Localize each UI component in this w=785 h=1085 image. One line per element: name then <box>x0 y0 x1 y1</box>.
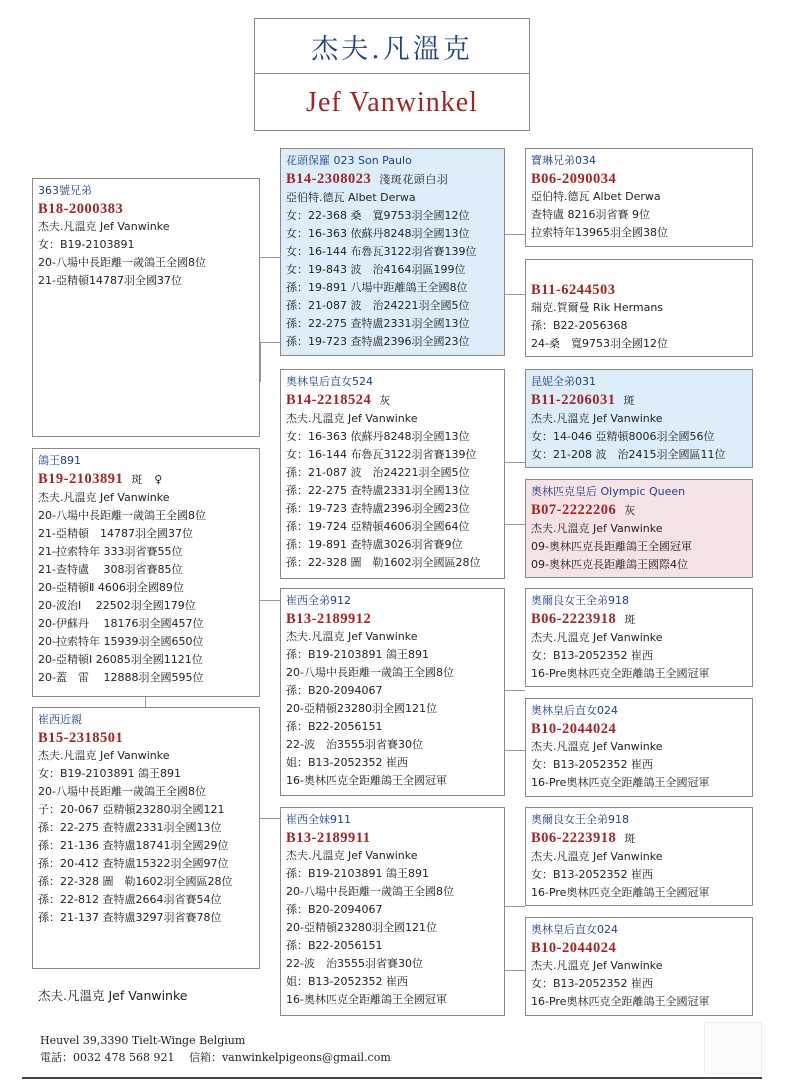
pedigree-line: 20-波治Ⅰ 22502羽全國179位 <box>38 599 196 612</box>
pedigree-line: 女：B13-2052352 崔西 <box>531 977 653 990</box>
card-header: 363號兄弟 <box>38 184 92 197</box>
card-header: 奧爾良女王全弟918 <box>531 813 629 826</box>
pedigree-line: 20-八場中長距離一歲鴿王全國8位 <box>286 885 454 898</box>
pedigree-line: 瑞克.賀爾曼 Rik Hermans <box>531 301 664 314</box>
pedigree-line: 20-拉索特年 15939羽全國650位 <box>38 635 204 648</box>
pedigree-line: 孫：21-087 波 治24221羽全國5位 <box>286 299 470 312</box>
connector-line <box>260 257 280 258</box>
connector-line <box>505 234 525 235</box>
pedigree-line: 孫：B22-2056151 <box>286 939 383 952</box>
pedigree-line: 拉索特年13965羽全國38位 <box>531 226 668 239</box>
connector-line <box>260 342 261 382</box>
pedigree-line: 孫：B19-2103891 鴿王891 <box>286 648 429 661</box>
pedigree-line: 孫：22-275 查特盧2331羽全國13位 <box>38 821 222 834</box>
sire-card <box>32 178 260 437</box>
connector-line <box>260 342 280 343</box>
sire-dam-card <box>280 369 505 579</box>
card-header: 鴿王891 <box>38 454 81 467</box>
color-sex-note: 斑 ♀ <box>131 473 163 486</box>
pedigree-line: 09-奧林匹克長距離鴿王國際4位 <box>531 558 688 571</box>
pedigree-line: 亞伯特.德瓦 Albet Derwa <box>531 190 661 203</box>
pedigree-line: 20-亞精頓Ⅰ 26085羽全國1121位 <box>38 653 203 666</box>
ring-number: B10-2044024 <box>531 721 617 737</box>
pedigree-line: 杰夫.凡溫克 Jef Vanwinke <box>286 630 418 643</box>
ring-number: B06-2223918 斑 <box>531 830 636 846</box>
pedigree-line: 20-亞精頓23280羽全國121位 <box>286 702 437 715</box>
sire-sire-card <box>280 148 505 356</box>
card-header: 奧爾良女王全弟918 <box>531 594 629 607</box>
ring-number: B06-2223918 斑 <box>531 611 636 627</box>
ring-number: B15-2318501 <box>38 730 124 746</box>
connector-line <box>505 524 525 525</box>
pedigree-line: 女：B19-2103891 <box>38 238 135 251</box>
pedigree-line: 21-拉索特年 333羽省賽55位 <box>38 545 183 558</box>
pedigree-line: 16-奧林匹克全距離鴿王全國冠軍 <box>286 774 447 787</box>
ring-number: B07-2222206 灰 <box>531 502 636 518</box>
color-note: 灰 <box>624 504 636 517</box>
ring-number: B06-2090034 <box>531 171 617 187</box>
owner-name-chinese: 杰夫.凡溫克 <box>255 19 529 74</box>
connector-line <box>145 697 146 707</box>
pedigree-line: 孫：22-275 查特盧2331羽全國13位 <box>286 484 470 497</box>
card-header: 奧林匹克皇后 Olympic Queen <box>531 485 686 498</box>
pedigree-line: 20-八場中長距離一歲鴿王全國8位 <box>38 509 206 522</box>
dam-dam-card <box>280 807 505 1016</box>
dam-sire-card <box>280 588 505 796</box>
pedigree-line: 孫：B22-2056368 <box>531 319 628 332</box>
pedigree-line: 孫：20-412 查特盧15322羽全國97位 <box>38 857 229 870</box>
connector-line <box>505 970 525 971</box>
pedigree-line: 孫：B20-2094067 <box>286 684 383 697</box>
pedigree-line: 女：19-843 波 治4164羽區199位 <box>286 263 466 276</box>
address-line: Heuvel 39,3390 Tielt-Winge Belgium <box>40 1034 246 1047</box>
card-header: 奧林皇后直女024 <box>531 704 618 717</box>
pedigree-line: 女：16-144 布魯瓦3122羽省賽139位 <box>286 245 477 258</box>
footer-divider <box>22 1077 762 1079</box>
sire-sire-sire-card <box>525 148 753 247</box>
pedigree-line: 杰夫.凡溫克 Jef Vanwinke <box>531 631 663 644</box>
pedigree-line: 20-八場中長距離一歲鴿王全國8位 <box>38 785 206 798</box>
pedigree-line: 子：20-067 亞精頓23280羽全國121 <box>38 803 225 816</box>
pedigree-line: 女：B13-2052352 崔西 <box>531 868 653 881</box>
color-note: 斑 <box>624 832 636 845</box>
dam-sire-sire-card <box>525 588 753 687</box>
pedigree-line: 22-波 治3555羽省賽30位 <box>286 957 423 970</box>
connector-line <box>260 600 280 601</box>
dam-dam-dam-card <box>525 917 753 1016</box>
pedigree-line: 孫：21-137 查特盧3297羽省賽78位 <box>38 911 222 924</box>
pedigree-line: 20-八場中長距離一歲鴿王全國8位 <box>286 666 454 679</box>
pedigree-line: 亞伯特.德瓦 Albet Derwa <box>286 191 416 204</box>
pedigree-line: 16-Pre奧林匹克全距離鴿王全國冠軍 <box>531 667 710 680</box>
pedigree-line: 20-亞精頓Ⅱ 4606羽全國89位 <box>38 581 184 594</box>
pedigree-line: 女：22-368 桑 寬9753羽全國12位 <box>286 209 470 222</box>
pedigree-line: 杰夫.凡溫克 Jef Vanwinke <box>286 849 418 862</box>
pedigree-line: 孫：B19-2103891 鴿王891 <box>286 867 429 880</box>
ring-number: B11-2206031 斑 <box>531 392 635 408</box>
card-header <box>531 263 748 281</box>
pedigree-line: 孫：19-891 八場中距離鴿王全國8位 <box>286 281 468 294</box>
card-header: 花頭保羅 023 Son Paulo <box>286 154 412 167</box>
owner-name-english: Jef Vanwinkel <box>306 86 478 118</box>
pedigree-line: 孫：19-723 查特盧2396羽全國23位 <box>286 502 470 515</box>
pedigree-line: 女：21-208 波 治2415羽全國區11位 <box>531 448 726 461</box>
pedigree-line: 女：16-144 布魯瓦3122羽省賽139位 <box>286 448 477 461</box>
pedigree-line: 女：B13-2052352 崔西 <box>531 649 653 662</box>
pedigree-line: 杰夫.凡溫克 Jef Vanwinke <box>531 959 663 972</box>
dam-sire-dam-card <box>525 698 753 797</box>
pedigree-line: 孫：B22-2056151 <box>286 720 383 733</box>
pedigree-line: 杰夫.凡溫克 Jef Vanwinke <box>531 740 663 753</box>
ring-number: B18-2000383 <box>38 201 124 217</box>
dam-dam-sire-card <box>525 807 753 906</box>
pedigree-line: 女：16-363 依蘇丹8248羽全國13位 <box>286 227 470 240</box>
dam-card <box>32 448 260 697</box>
pedigree-line: 16-Pre奧林匹克全距離鴿王全國冠軍 <box>531 776 710 789</box>
pedigree-line: 孫：21-136 查特盧18741羽全國29位 <box>38 839 229 852</box>
pedigree-line: 孫：19-724 亞精頓4606羽全國64位 <box>286 520 470 533</box>
color-note: 斑 <box>624 613 636 626</box>
pedigree-line: 09-奧林匹克長距離鴿王全國冠軍 <box>531 540 692 553</box>
pedigree-line: 16-Pre奧林匹克全距離鴿王全國冠軍 <box>531 995 710 1008</box>
pedigree-line: 20-伊蘇丹 18176羽全國457位 <box>38 617 204 630</box>
color-note: 淺斑花頭白羽 <box>379 173 449 186</box>
ring-number: B19-2103891 斑 ♀ <box>38 471 163 487</box>
ring-number: B14-2308023 淺斑花頭白羽 <box>286 171 449 187</box>
color-note: 灰 <box>379 394 391 407</box>
pedigree-line: 查特盧 8216羽省賽 9位 <box>531 208 650 221</box>
pedigree-line: 姐：B13-2052352 崔西 <box>286 756 408 769</box>
card-header: 寶琳兄弟034 <box>531 154 596 167</box>
pedigree-line: 女：16-363 依蘇丹8248羽全國13位 <box>286 430 470 443</box>
ring-number: B13-2189912 <box>286 611 372 627</box>
pedigree-line: 20-亞精頓23280羽全國121位 <box>286 921 437 934</box>
connector-line <box>505 906 525 907</box>
connector-line <box>505 750 525 751</box>
ring-number: B14-2218524 灰 <box>286 392 391 408</box>
pedigree-line: 杰夫.凡溫克 Jef Vanwinke <box>531 522 663 535</box>
pedigree-line: 21-查特盧 308羽省賽85位 <box>38 563 183 576</box>
pedigree-line: 杰夫.凡溫克 Jef Vanwinke <box>286 412 418 425</box>
pedigree-line: 杰夫.凡溫克 Jef Vanwinke <box>38 491 170 504</box>
card-header: 崔西全弟912 <box>286 594 351 607</box>
pedigree-line: 孫：19-723 查特盧2396羽全國23位 <box>286 335 470 348</box>
pedigree-line: 女：B13-2052352 崔西 <box>531 758 653 771</box>
connector-line <box>505 462 525 463</box>
pedigree-line: 22-波 治3555羽省賽30位 <box>286 738 423 751</box>
pedigree-line: 杰夫.凡溫克 Jef Vanwinke <box>38 220 170 233</box>
pedigree-line: 16-Pre奧林匹克全距離鴿王全國冠軍 <box>531 886 710 899</box>
pedigree-line: 孫：22-328 圖 勒1602羽全國區28位 <box>38 875 233 888</box>
pedigree-line: 21-亞精頓 14787羽全國37位 <box>38 527 193 540</box>
pedigree-line: 杰夫.凡溫克 Jef Vanwinke <box>531 412 663 425</box>
pedigree-line: 24-桑 寬9753羽全國12位 <box>531 337 668 350</box>
sire-dam-dam-card <box>525 479 753 578</box>
contact-block <box>40 1032 391 1066</box>
card-header: 奧林皇后直女024 <box>531 923 618 936</box>
sire-sire-dam-card <box>525 259 753 357</box>
card-header: 崔西近親 <box>38 713 82 726</box>
pedigree-line: 16-奧林匹克全距離鴿王全國冠軍 <box>286 993 447 1006</box>
ring-number: B11-6244503 <box>531 282 616 298</box>
pedigree-line: 孫：22-275 查特盧2331羽全國13位 <box>286 317 470 330</box>
pedigree-line: 杰夫.凡溫克 Jef Vanwinke <box>531 850 663 863</box>
ring-number: B10-2044024 <box>531 940 617 956</box>
pedigree-title-box <box>254 18 530 131</box>
connector-line <box>505 690 525 691</box>
pedigree-line: 姐：B13-2052352 崔西 <box>286 975 408 988</box>
card-header: 奧林皇后直女524 <box>286 375 373 388</box>
pedigree-line: 孫：B20-2094067 <box>286 903 383 916</box>
connector-line <box>505 294 525 295</box>
pedigree-line: 孫：21-087 波 治24221羽全國5位 <box>286 466 470 479</box>
sire-dam-sire-card <box>525 369 753 468</box>
color-note: 斑 <box>623 394 635 407</box>
pedigree-line: 孫：19-891 查特盧3026羽省賽9位 <box>286 538 463 551</box>
pedigree-line: 杰夫.凡溫克 Jef Vanwinke <box>38 749 170 762</box>
pedigree-line: 20-八場中長距離一歲鴿王全國8位 <box>38 256 206 269</box>
card-header: 崔西全妹911 <box>286 813 351 826</box>
card-header: 昆妮全弟031 <box>531 375 596 388</box>
breeder-name: 杰夫.凡溫克 Jef Vanwinke <box>38 988 188 1003</box>
pedigree-line: 21-亞精頓14787羽全國37位 <box>38 274 182 287</box>
pedigree-line: 女：14-046 亞精頓8006羽全國56位 <box>531 430 715 443</box>
sibling-card <box>32 707 260 969</box>
pedigree-line: 孫：22-328 圖 勒1602羽全國區28位 <box>286 556 481 569</box>
pedigree-line: 20-蓋 雷 12888羽全國595位 <box>38 671 204 684</box>
connector-line <box>260 818 280 819</box>
pedigree-line: 女：B19-2103891 鴿王891 <box>38 767 181 780</box>
ring-number: B13-2189911 <box>286 830 371 846</box>
pedigree-line: 孫：22-812 查特盧2664羽省賽54位 <box>38 893 222 906</box>
contact-line: 電話：0032 478 568 921 信箱：vanwinkelpigeons@gmail.com <box>40 1051 391 1064</box>
faded-stamp <box>704 1022 762 1074</box>
